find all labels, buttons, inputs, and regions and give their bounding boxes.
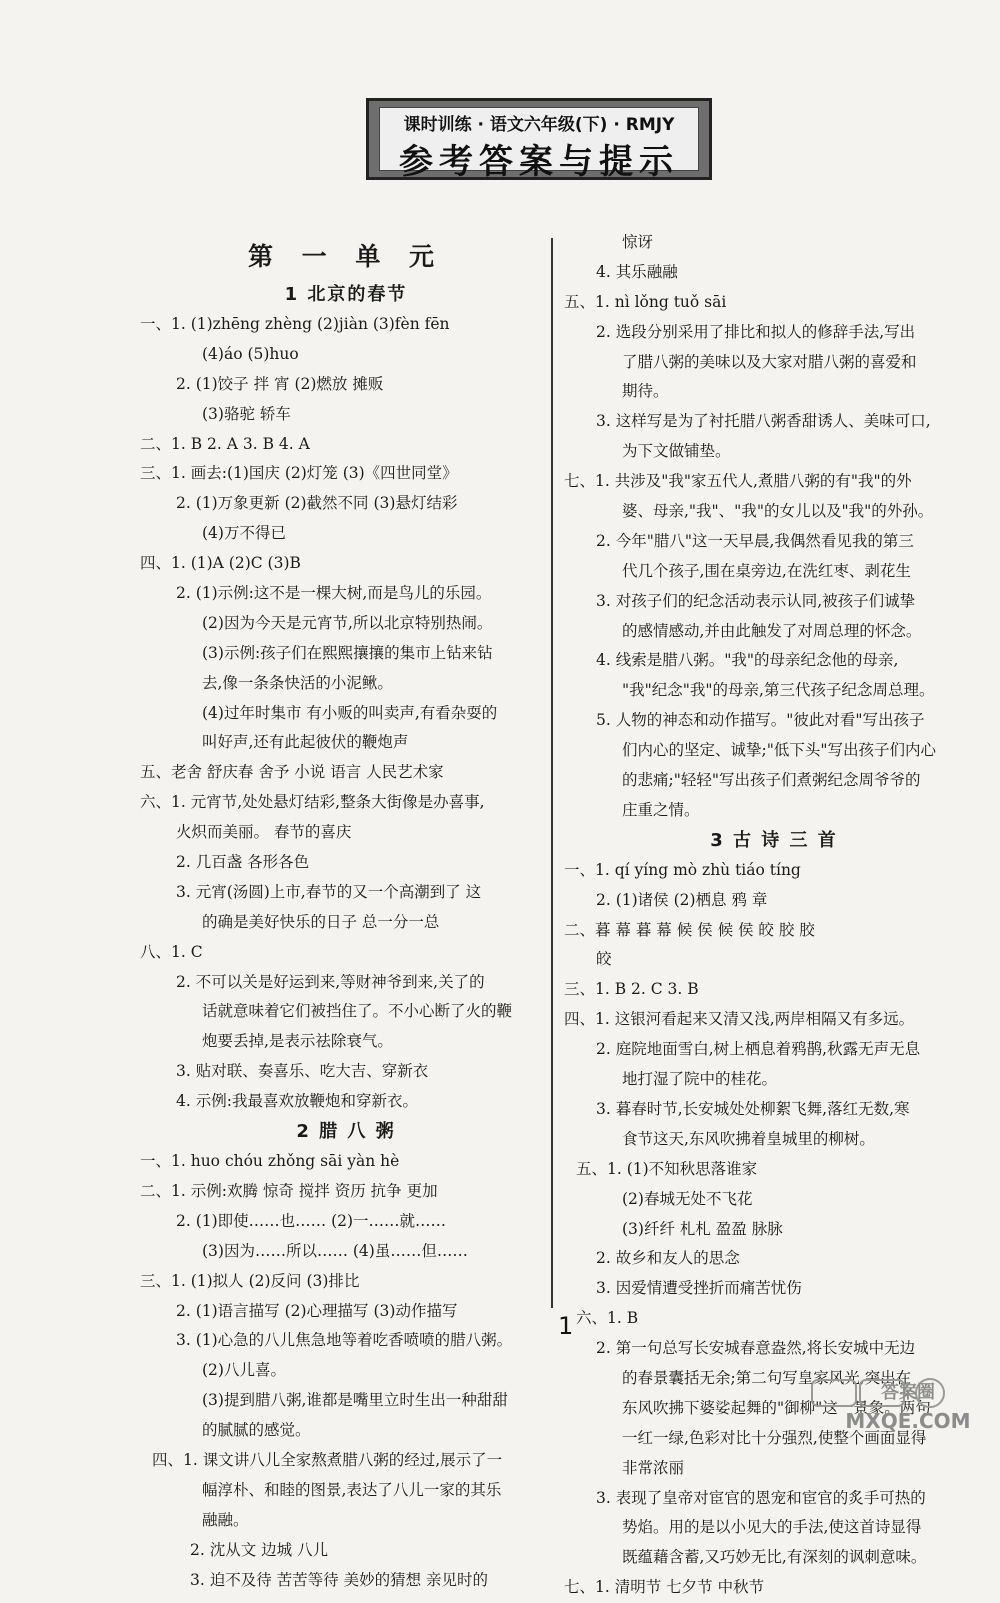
answer-line: 一红一绿,色彩对比十分强烈,使整个画面显得 xyxy=(622,1428,927,1447)
answer-line: 们内心的坚定、诚挚;"低下头"写出孩子们内心 xyxy=(622,741,936,760)
answer-line: 3. 元宵(汤圆)上市,春节的又一个高潮到了 这 xyxy=(176,882,482,901)
answer-line: 三、1. (1)拟人 (2)反问 (3)排比 xyxy=(140,1271,360,1290)
answer-line: 4. 其乐融融 xyxy=(596,262,678,281)
answer-line: 2. (1)示例:这不是一棵大树,而是鸟儿的乐园。 xyxy=(176,584,492,603)
answer-line: 2. (1)即使……也…… (2)一……就…… xyxy=(176,1211,447,1230)
answer-line: 去,像一条条快活的小泥鳅。 xyxy=(202,673,393,692)
answer-line: 2. 选段分别采用了排比和拟人的修辞手法,写出 xyxy=(596,322,916,341)
answer-line: 炮要丢掉,是表示祛除衰气。 xyxy=(202,1032,393,1051)
answer-line: 4. 示例:我最喜欢放鞭炮和穿新衣。 xyxy=(176,1092,418,1111)
answer-line: 3. (1)心急的八儿焦急地等着吃香喷喷的腊八粥。 xyxy=(176,1331,513,1350)
answer-line: 2. (1)诸侯 (2)栖息 鸦 章 xyxy=(596,890,768,909)
answer-line: 的腻腻的感觉。 xyxy=(202,1421,311,1440)
header-subtitle: 课时训练 · 语文六年级(下) · RMJY xyxy=(403,115,675,135)
answer-line: 二、1. B 2. A 3. B 4. A xyxy=(140,434,310,453)
answer-line: 代几个孩子,围在桌旁边,在洗红枣、剥花生 xyxy=(622,561,911,580)
answer-line: 5. 人物的神态和动作描写。"彼此对看"写出孩子 xyxy=(596,711,925,730)
answer-line: 了腊八粥的美味以及大家对腊八粥的喜爱和 xyxy=(622,352,917,371)
lesson-title: 1 北京的春节 xyxy=(284,284,408,305)
answer-line: 2. 今年"腊八"这一天早晨,我偶然看见我的第三 xyxy=(596,531,914,550)
answer-line: 幅淳朴、和睦的图景,表达了八儿一家的其乐 xyxy=(202,1480,502,1499)
answer-line: 婆、母亲,"我"、"我"的女儿以及"我"的外孙。 xyxy=(622,502,934,521)
answer-line: 三、1. 画去:(1)国庆 (2)灯笼 (3)《四世同堂》 xyxy=(140,464,458,483)
answer-line: 七、1. 清明节 七夕节 中秋节 xyxy=(564,1578,765,1597)
answer-line: 皎 xyxy=(596,950,612,969)
answer-line: 3. 迫不及待 苦苦等待 美妙的猜想 亲见时的 xyxy=(190,1570,488,1589)
answer-line: 四、1. (1)A (2)C (3)B xyxy=(140,554,301,573)
header-banner-inner xyxy=(379,107,699,182)
answer-line: 3. 对孩子们的纪念活动表示认同,被孩子们诚挚 xyxy=(596,591,916,610)
answer-line: 四、1. 课文讲八儿全家熬煮腊八粥的经过,展示了一 xyxy=(152,1450,503,1469)
answer-line: "我"纪念"我"的母亲,第三代孩子纪念周总理。 xyxy=(622,681,935,700)
answer-line: 非常浓丽 xyxy=(622,1458,685,1477)
answer-line: 东风吹拂下婆娑起舞的"御柳"这一景象。两句 xyxy=(622,1398,931,1417)
answer-line: 的悲痛;"轻轻"写出孩子们煮粥纪念周爷爷的 xyxy=(622,771,921,790)
answer-line: 2. (1)饺子 拌 宵 (2)燃放 摊贩 xyxy=(176,374,384,393)
watermark-brand-text: 答案圈 xyxy=(881,1382,935,1403)
answer-line: (2)因为今天是元宵节,所以北京特别热闹。 xyxy=(202,613,493,632)
answer-line: 惊讶 xyxy=(622,233,654,251)
answer-line: 五、1. (1)不知秋思落谁家 xyxy=(576,1159,758,1178)
answer-line: 2. 不可以关是好运到来,等财神爷到来,关了的 xyxy=(176,972,485,991)
answer-line: 食节这天,东风吹拂着皇城里的柳树。 xyxy=(622,1129,875,1148)
answer-line: 五、1. nì lǒng tuǒ sāi xyxy=(564,292,727,311)
answer-line: 3. 暮春时节,长安城处处柳絮飞舞,落红无数,寒 xyxy=(596,1099,910,1118)
answer-line: (2)八儿喜。 xyxy=(202,1361,286,1380)
answer-line: 一、1. huo chóu zhǒng sāi yàn hè xyxy=(140,1152,400,1171)
answer-line: (4)万不得已 xyxy=(202,524,286,543)
answer-line: 六、1. 元宵节,处处悬灯结彩,整条大街像是办喜事, xyxy=(140,793,485,812)
answer-line: 的感情感动,并由此触发了对周总理的怀念。 xyxy=(622,621,922,640)
answer-line: 地打湿了院中的桂花。 xyxy=(622,1070,778,1089)
answer-line: 火炽而美丽。 春节的喜庆 xyxy=(176,823,352,842)
answer-line: (3)因为……所以…… (4)虽……但…… xyxy=(202,1241,468,1260)
answer-line: 3. 这样写是为了衬托腊八粥香甜诱人、美味可口, xyxy=(596,412,931,431)
answer-line: 一、1. (1)zhēng zhèng (2)jiàn (3)fèn fēn xyxy=(140,315,450,333)
answer-line: (4)áo (5)huo xyxy=(202,344,299,363)
answer-line: 八、1. C xyxy=(140,942,203,961)
answer-line: 既蕴藉含蓄,又巧妙无比,有深刻的讽刺意味。 xyxy=(622,1548,927,1567)
answer-line: (4)过年时集市 有小贩的叫卖声,有看杂耍的 xyxy=(202,703,498,722)
answer-line: 五、老舍 舒庆春 舍予 小说 语言 人民艺术家 xyxy=(140,763,444,782)
header-title: 参考答案与提示 xyxy=(399,142,679,182)
answer-line: 庄重之情。 xyxy=(622,800,700,819)
answer-line: 三、1. B 2. C 3. B xyxy=(564,980,699,999)
answer-line: (3)提到腊八粥,谁都是嘴里立时生出一种甜甜 xyxy=(202,1391,508,1410)
answer-line: 二、暮 幕 暮 幕 候 侯 候 侯 皎 胶 胶 xyxy=(564,920,815,939)
answer-line: (3)骆驼 轿车 xyxy=(202,404,291,423)
answer-line: 二、1. 示例:欢腾 惊奇 搅拌 资历 抗争 更加 xyxy=(140,1181,438,1200)
watermark-url-text: MXQE.COM xyxy=(845,1409,971,1433)
answer-line: 4. 线索是腊八粥。"我"的母亲纪念他的母亲, xyxy=(596,651,899,670)
page-number: 1 xyxy=(558,1312,574,1340)
answer-line: 2. (1)语言描写 (2)心理描写 (3)动作描写 xyxy=(176,1301,458,1320)
lesson-title: 3 古 诗 三 首 xyxy=(710,829,838,851)
answer-line: 七、1. 共涉及"我"家五代人,煮腊八粥的有"我"的外 xyxy=(564,472,912,491)
answer-line: 3. 表现了皇帝对宦官的恩宠和宦官的炙手可热的 xyxy=(596,1488,926,1507)
answer-line: 2. 第一句总写长安城春意盎然,将长安城中无边 xyxy=(596,1339,916,1358)
answer-line: 四、1. 这银河看起来又清又浅,两岸相隔又有多远。 xyxy=(564,1010,915,1029)
unit-title: 第 一 单 元 xyxy=(247,242,445,271)
answer-line: 2. 沈从文 边城 八儿 xyxy=(190,1540,329,1559)
answer-line: 2. 庭院地面雪白,树上栖息着鸦鹊,秋露无声无息 xyxy=(596,1040,921,1059)
answer-line: 话就意味着它们被挡住了。不小心断了火的鞭 xyxy=(202,1002,513,1021)
lesson-title: 2 腊 八 粥 xyxy=(296,1121,396,1143)
answer-line: 2. 几百盏 各形各色 xyxy=(176,853,310,872)
answer-line: 期待。 xyxy=(622,382,669,401)
answer-line: 一、1. qí yíng mò zhù tiáo tíng xyxy=(564,860,801,879)
answer-line: 势焰。用的是以小见大的手法,使这首诗显得 xyxy=(622,1518,922,1537)
watermark-char-box-1 xyxy=(812,1380,856,1406)
answer-line: 2. 故乡和友人的思念 xyxy=(596,1249,740,1268)
left-column xyxy=(140,228,552,1595)
answer-line: 叫好声,还有此起彼伏的鞭炮声 xyxy=(202,733,409,752)
header-banner xyxy=(366,98,712,180)
answer-line: (3)示例:孩子们在熙熙攘攘的集市上钻来钻 xyxy=(202,643,493,662)
answer-line: 为下文做铺垫。 xyxy=(622,442,731,461)
answer-line: 的春景囊括无余;第二句写皇家风光,突出在 xyxy=(622,1368,912,1387)
answer-line: (3)纤纤 札札 盈盈 脉脉 xyxy=(622,1219,783,1238)
answer-line: 六、1. B xyxy=(576,1309,639,1328)
answer-line: (2)春城无处不飞花 xyxy=(622,1189,753,1208)
answer-line: 融融。 xyxy=(202,1510,249,1529)
answer-line: 2. (1)万象更新 (2)截然不同 (3)悬灯结彩 xyxy=(176,494,458,513)
answer-line: 的确是美好快乐的日子 总一分一总 xyxy=(202,912,440,931)
answer-line: 3. 贴对联、奏喜乐、吃大吉、穿新衣 xyxy=(176,1062,429,1081)
answer-line: 3. 因爱情遭受挫折而痛苦忧伤 xyxy=(596,1279,802,1298)
watermark-logo xyxy=(808,1376,990,1434)
